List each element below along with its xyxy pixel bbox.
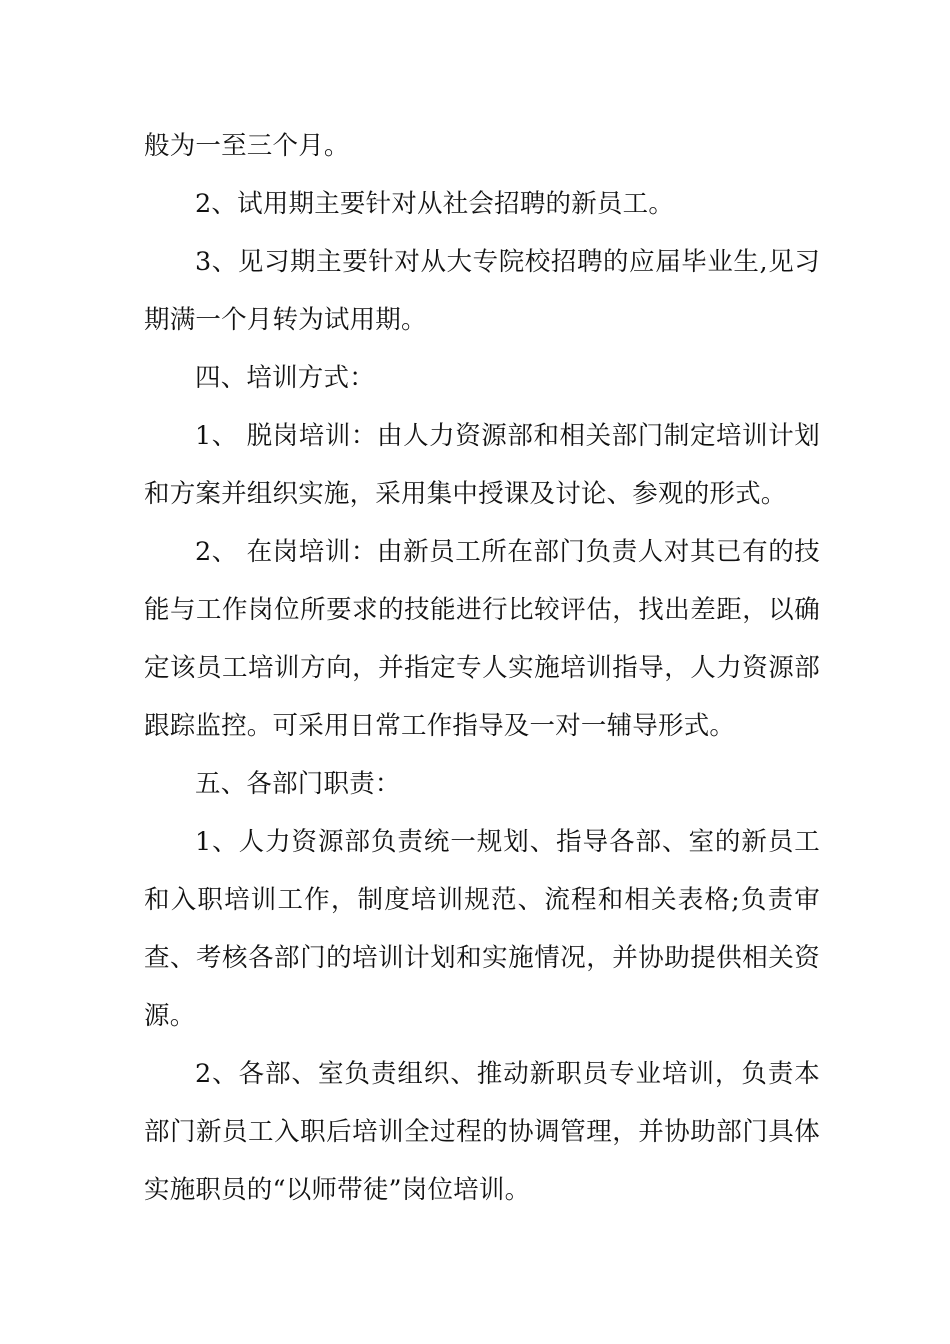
paragraph-hr-responsibilities: 1、人力资源部负责统一规划、指导各部、室的新员工和入职培训工作，制度培训规范、流程和相关表格;负责审查、考核各部门的培训计划和实施情况，并协助提供相关资源。 <box>144 827 820 1031</box>
document-body <box>144 117 820 1219</box>
section-heading-department-responsibilities: 五、各部门职责： <box>195 769 401 799</box>
paragraph-continuation: 般为一至三个月。 <box>144 131 350 161</box>
paragraph-internship-period: 3、见习期主要针对从大专院校招聘的应届毕业生,见习期满一个月转为试用期。 <box>144 247 820 335</box>
paragraph-off-job-training: 1、 脱岗培训：由人力资源部和相关部门制定培训计划和方案并组织实施，采用集中授课及讨论、参观的形式。 <box>144 421 820 509</box>
paragraph-probation-period: 2、试用期主要针对从社会招聘的新员工。 <box>195 189 675 219</box>
paragraph-department-responsibilities: 2、各部、室负责组织、推动新职员专业培训，负责本部门新员工入职后培训全过程的协调管理，并协助部门具体实施职员的“以师带徒”岗位培训。 <box>144 1059 820 1205</box>
section-heading-training-methods: 四、培训方式： <box>195 363 375 393</box>
paragraph-on-job-training: 2、 在岗培训：由新员工所在部门负责人对其已有的技能与工作岗位所要求的技能进行比较评估，找出差距，以确定该员工培训方向，并指定专人实施培训指导，人力资源部跟踪监控。可采用日常工作指导及一对一辅导形式。 <box>144 537 820 741</box>
